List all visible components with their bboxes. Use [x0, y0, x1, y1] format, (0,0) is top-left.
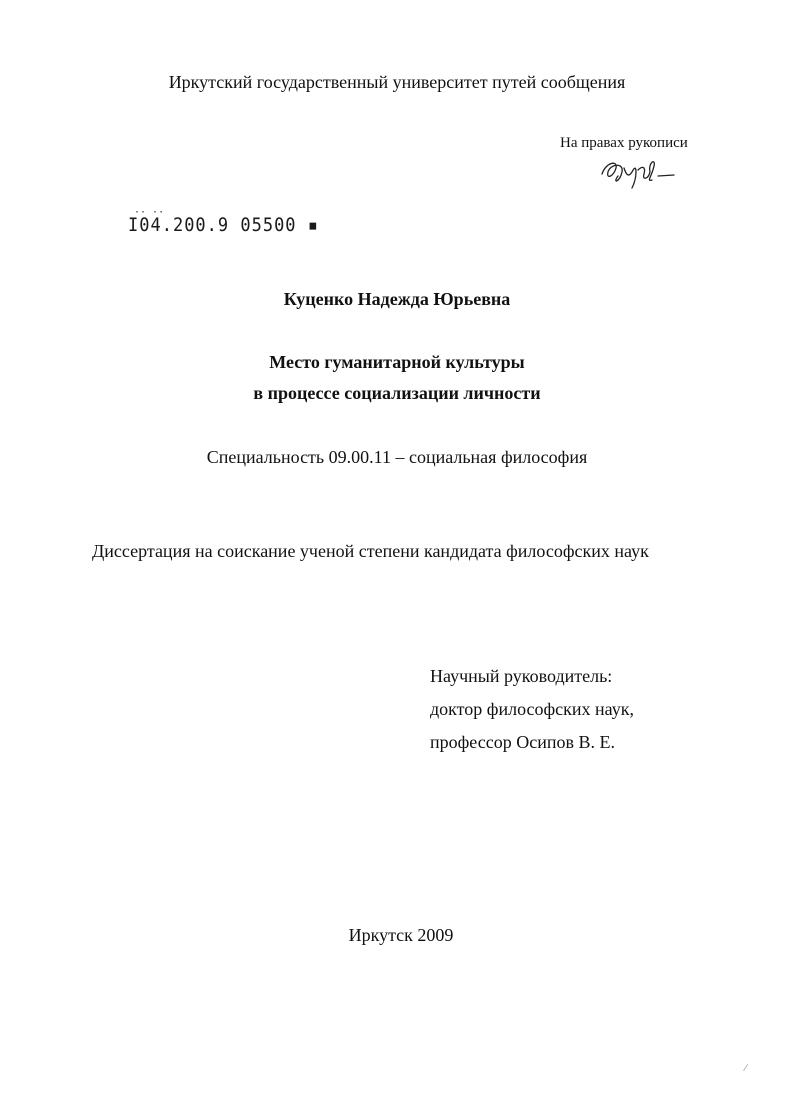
specialty: Специальность 09.00.11 – социальная философия	[206, 447, 588, 467]
registration-marks: ·· ··	[134, 207, 165, 218]
author-name: Куценко Надежда Юрьевна	[283, 289, 511, 309]
supervisor-degree: доктор философских наук,	[430, 699, 634, 719]
dissertation-type: Диссертация на соискание ученой степени кандидата философских наук	[92, 541, 649, 561]
supervisor-name: профессор Осипов В. Е.	[430, 732, 615, 752]
handwritten-signature	[596, 154, 678, 190]
university-name: Иркутский государственный университет путей сообщения	[168, 72, 626, 92]
registration-prefix: I	[128, 215, 140, 237]
scan-artifact-mark: /	[742, 1061, 749, 1075]
manuscript-rights-note: На правах рукописи	[560, 135, 688, 151]
title-line-2: в процессе социализации личности	[253, 383, 541, 403]
registration-digits: 04.200.9 05500	[139, 215, 297, 237]
title-line-1: Место гуманитарной культуры	[269, 352, 525, 372]
supervisor-label: Научный руководитель:	[430, 666, 613, 686]
registration-number: I04.200.9 05500 ▪	[128, 215, 320, 237]
city-year: Иркутск 2009	[348, 925, 454, 945]
